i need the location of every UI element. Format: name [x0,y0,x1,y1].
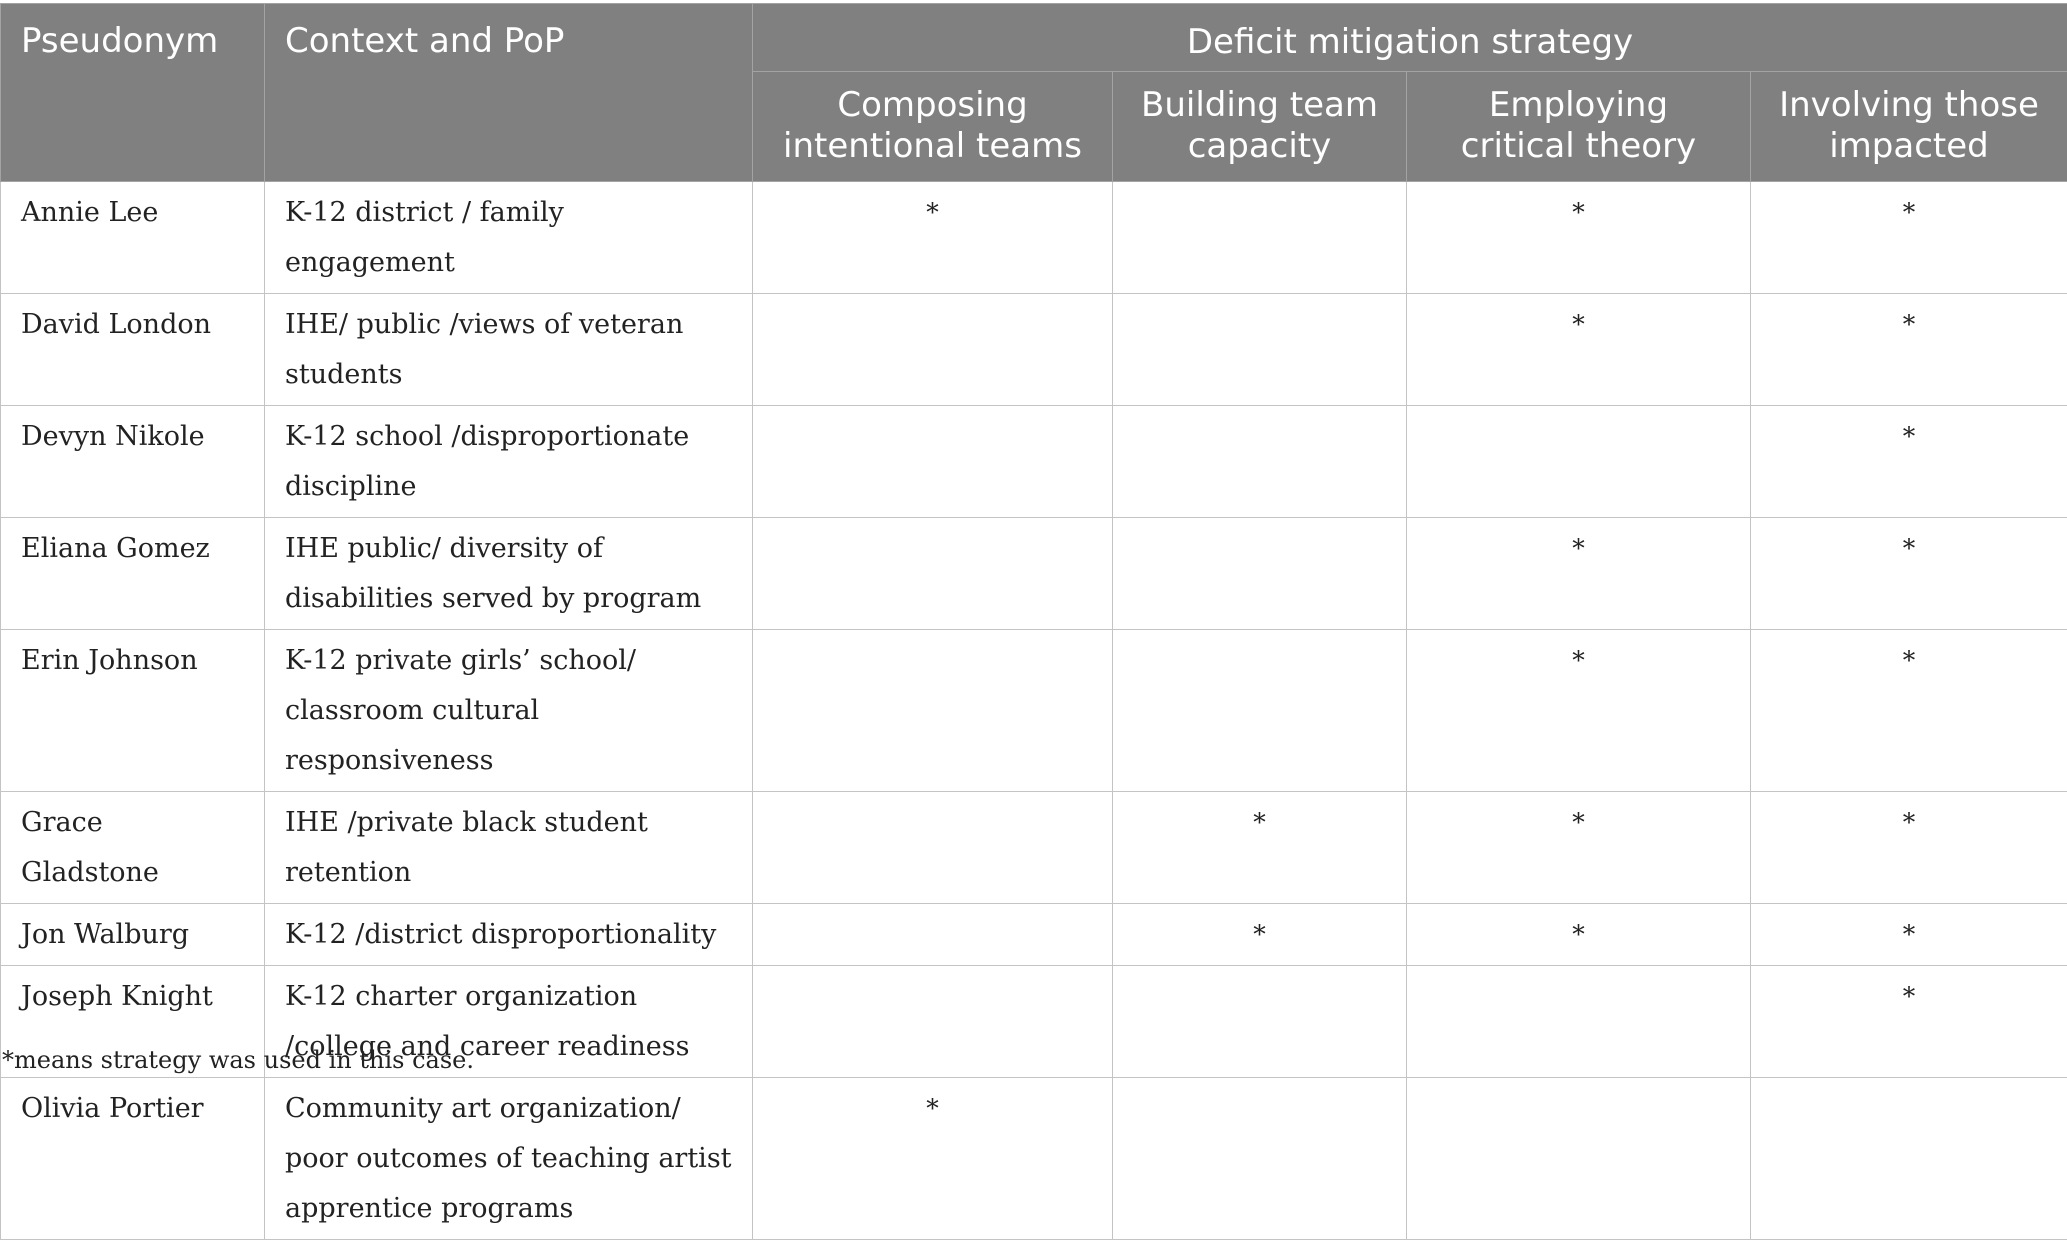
strategy-mark-cell: * [1407,792,1751,904]
strategy-mark-cell: * [1751,630,2067,792]
strategy-mark-cell [1113,518,1407,630]
strategy-mark-cell [753,966,1113,1078]
header-context: Context and PoP [265,4,753,182]
strategy-mark-cell: * [1751,294,2067,406]
header-involving-those-impacted [1751,72,2067,182]
strategy-mark-cell: * [1407,182,1751,294]
context-cell: Community art organization/ poor outcomes of teaching artist apprentice programs [265,1078,753,1240]
table-row [1,792,2067,904]
strategy-mark-cell: * [1407,630,1751,792]
strategy-mark-cell [1407,406,1751,518]
table-row [1,904,2067,966]
strategy-mark-cell [1113,182,1407,294]
table-header [1,4,2067,182]
pseudonym-cell: Joseph Knight [1,966,265,1078]
context-cell: K-12 private girls’ school/ classroom cultural responsiveness [265,630,753,792]
table-row [1,182,2067,294]
pseudonym-cell: Eliana Gomez [1,518,265,630]
header-line: capacity [1188,126,1332,166]
strategy-mark-cell [1113,294,1407,406]
strategy-mark-cell [1113,966,1407,1078]
table-body [1,182,2067,1240]
strategy-mark-cell [753,518,1113,630]
header-line: Building team [1141,85,1378,125]
header-line: Employing [1489,85,1668,125]
header-line: Composing [837,85,1027,125]
table-footnote: *means strategy was used in this case. [2,1046,474,1074]
context-cell: IHE/ public /views of veteran students [265,294,753,406]
strategy-mark-cell: * [1407,518,1751,630]
context-cell: IHE /private black student retention [265,792,753,904]
header-composing-intentional-teams [753,72,1113,182]
strategy-mark-cell [1407,1078,1751,1240]
header-line: intentional teams [783,126,1082,166]
context-cell: K-12 /district disproportionality [265,904,753,966]
header-line: impacted [1829,126,1989,166]
table-row [1,294,2067,406]
strategy-mark-cell [753,294,1113,406]
strategy-mark-cell [1113,1078,1407,1240]
strategy-mark-cell: * [1113,792,1407,904]
table-row [1,630,2067,792]
header-line: Involving those [1779,85,2039,125]
strategy-mark-cell [1751,1078,2067,1240]
header-line: critical theory [1461,126,1696,166]
strategy-mark-cell: * [1113,904,1407,966]
pseudonym-cell: Erin Johnson [1,630,265,792]
strategy-mark-cell: * [1751,518,2067,630]
header-pseudonym: Pseudonym [1,4,265,182]
strategy-mark-cell: * [1751,966,2067,1078]
pseudonym-cell: David London [1,294,265,406]
strategy-mark-cell [1407,966,1751,1078]
strategy-mark-cell [1113,406,1407,518]
strategy-mark-cell: * [1407,904,1751,966]
table-row [1,406,2067,518]
strategy-mark-cell [753,630,1113,792]
strategy-mark-cell: * [1751,182,2067,294]
strategy-mark-cell: * [753,182,1113,294]
pseudonym-cell: Grace Gladstone [1,792,265,904]
strategy-mark-cell [1113,630,1407,792]
pseudonym-cell: Annie Lee [1,182,265,294]
strategy-mark-cell [753,792,1113,904]
strategy-mark-cell: * [1407,294,1751,406]
header-strategy-group: Deficit mitigation strategy [753,4,2067,72]
strategy-mark-cell [753,904,1113,966]
context-cell: K-12 charter organization /college and career readiness [265,966,753,1078]
table-row [1,518,2067,630]
table-row [1,1078,2067,1240]
header-employing-critical-theory [1407,72,1751,182]
context-cell: IHE public/ diversity of disabilities served by program [265,518,753,630]
strategy-mark-cell: * [1751,406,2067,518]
pseudonym-cell: Olivia Portier [1,1078,265,1240]
context-cell: K-12 district / family engagement [265,182,753,294]
pseudonym-cell: Jon Walburg [1,904,265,966]
pseudonym-cell: Devyn Nikole [1,406,265,518]
strategy-mark-cell: * [1751,792,2067,904]
header-row-top [1,4,2067,72]
strategy-mark-cell [753,406,1113,518]
strategy-mark-cell: * [753,1078,1113,1240]
strategy-mark-cell: * [1751,904,2067,966]
context-cell: K-12 school /disproportionate discipline [265,406,753,518]
header-building-team-capacity [1113,72,1407,182]
